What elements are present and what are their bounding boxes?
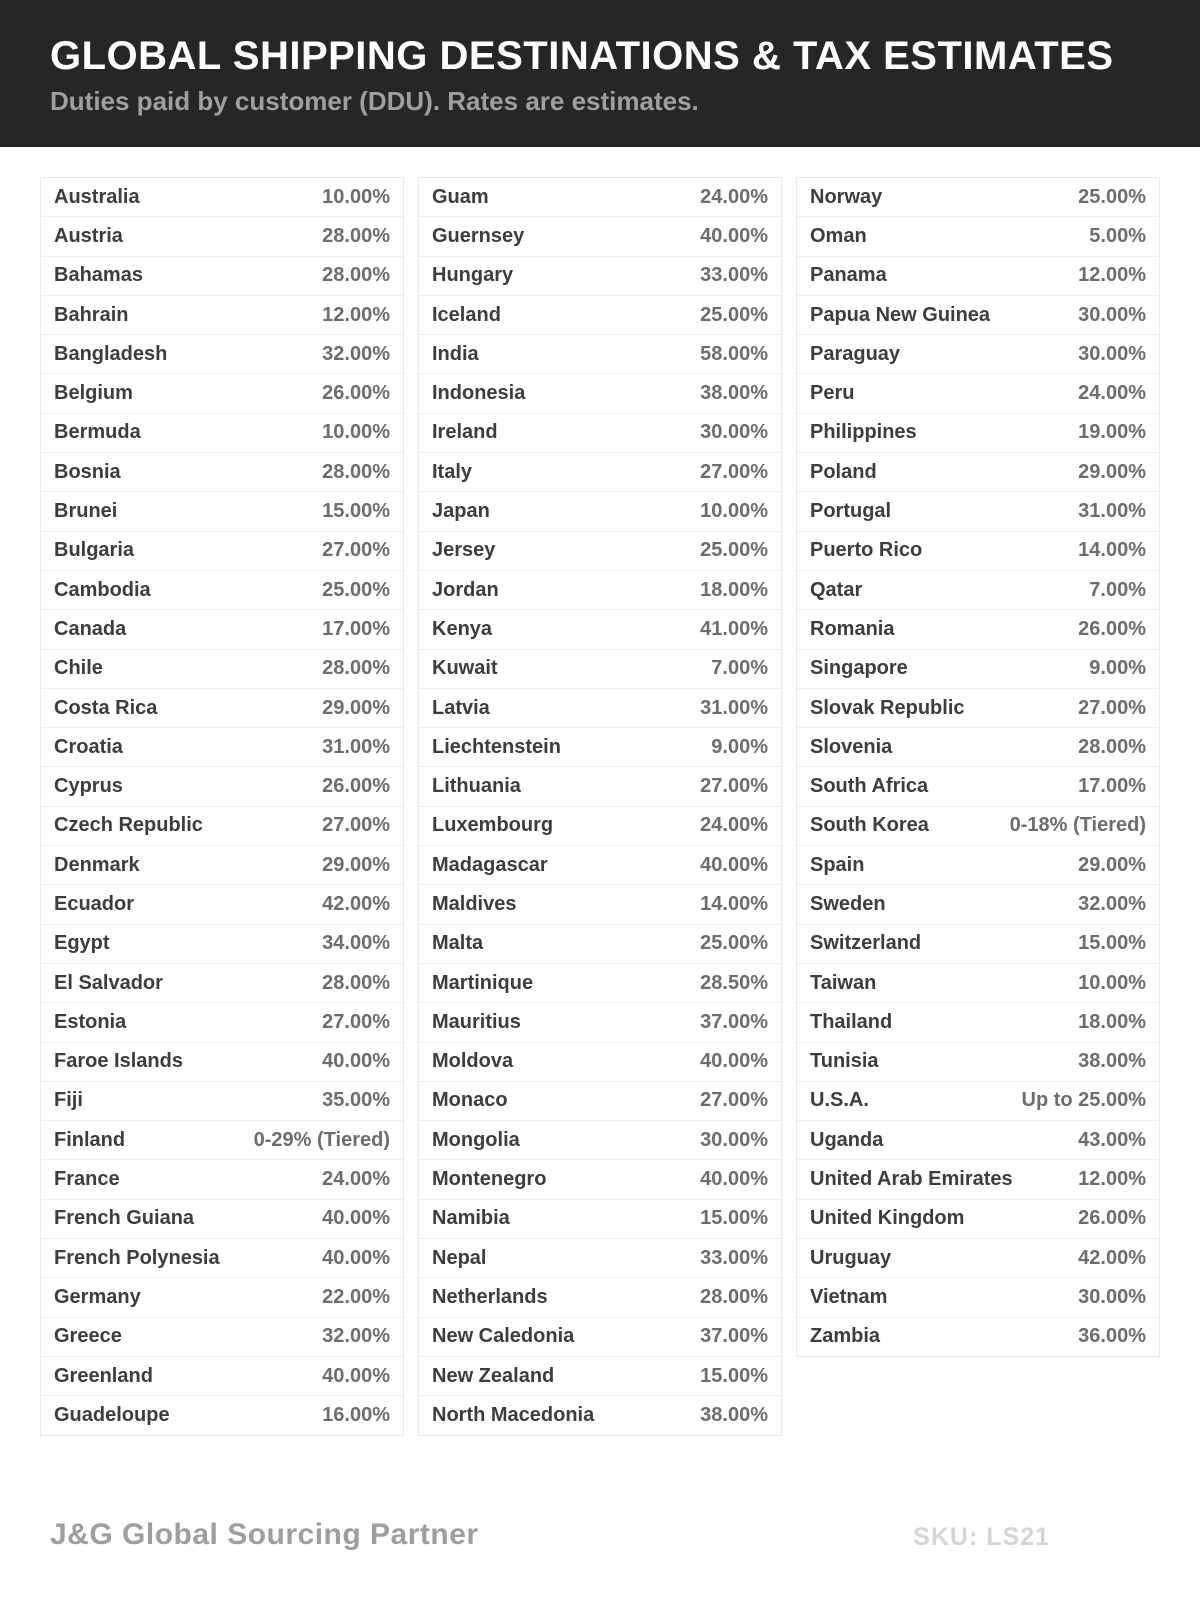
tax-rate-value: 38.00%: [1078, 1050, 1146, 1073]
country-name: Bosnia: [54, 460, 121, 483]
table-row: [797, 374, 1159, 413]
country-name: Latvia: [432, 696, 490, 719]
tax-rate-value: 40.00%: [322, 1364, 390, 1387]
table-row: [41, 296, 403, 335]
tax-rate-value: 24.00%: [1078, 382, 1146, 405]
header-banner: [0, 0, 1200, 147]
table-row: [797, 1003, 1159, 1042]
tax-rate-value: 0-29% (Tiered): [253, 1128, 390, 1151]
country-name: Taiwan: [810, 971, 877, 994]
tax-rate-value: 31.00%: [700, 696, 768, 719]
table-row: [419, 453, 781, 492]
table-row: [41, 1160, 403, 1199]
country-name: Norway: [810, 185, 883, 208]
table-row: [419, 1003, 781, 1042]
table-row: [41, 217, 403, 256]
table-row: [41, 571, 403, 610]
tax-rate-value: 14.00%: [700, 892, 768, 915]
tax-rate-value: 30.00%: [1078, 1285, 1146, 1308]
rates-column-2: [418, 177, 782, 1436]
tax-rate-value: 29.00%: [1078, 853, 1146, 876]
country-name: South Korea: [810, 814, 929, 837]
tax-rate-value: 34.00%: [322, 932, 390, 955]
tax-rate-value: 22.00%: [322, 1285, 390, 1308]
country-name: Peru: [810, 382, 855, 405]
tax-rate-value: 30.00%: [1078, 342, 1146, 365]
tax-rate-value: 10.00%: [1078, 971, 1146, 994]
country-name: Portugal: [810, 500, 892, 523]
tax-rate-value: 28.00%: [322, 224, 390, 247]
tax-rate-value: 15.00%: [322, 500, 390, 523]
tax-rate-value: 25.00%: [700, 303, 768, 326]
table-row: [419, 1160, 781, 1199]
tax-rate-value: 26.00%: [322, 382, 390, 405]
tax-rate-value: 40.00%: [322, 1050, 390, 1073]
country-name: Mauritius: [432, 1010, 521, 1033]
table-row: [41, 689, 403, 728]
tax-rate-value: 32.00%: [1078, 892, 1146, 915]
table-row: [419, 689, 781, 728]
table-row: [41, 767, 403, 806]
tax-rate-value: 27.00%: [322, 1010, 390, 1033]
table-row: [797, 571, 1159, 610]
country-name: Qatar: [810, 578, 863, 601]
table-row: [797, 610, 1159, 649]
tax-rate-value: 28.00%: [322, 264, 390, 287]
country-name: South Africa: [810, 775, 929, 798]
table-row: [797, 453, 1159, 492]
tax-rate-value: 26.00%: [1078, 1207, 1146, 1230]
country-name: Jordan: [432, 578, 499, 601]
tax-rate-value: 37.00%: [700, 1010, 768, 1033]
tax-rate-value: 27.00%: [1078, 696, 1146, 719]
tax-rate-value: 29.00%: [322, 853, 390, 876]
country-name: Tunisia: [810, 1050, 879, 1073]
table-row: [797, 532, 1159, 571]
country-name: Montenegro: [432, 1168, 547, 1191]
tax-rate-value: 28.00%: [1078, 735, 1146, 758]
table-row: [419, 296, 781, 335]
table-row: [797, 492, 1159, 531]
table-row: [41, 1200, 403, 1239]
tax-rate-value: 32.00%: [322, 1325, 390, 1348]
table-row: [419, 414, 781, 453]
country-name: Uganda: [810, 1128, 884, 1151]
country-name: Netherlands: [432, 1285, 548, 1308]
country-name: Greenland: [54, 1364, 153, 1387]
country-name: Fiji: [54, 1089, 83, 1112]
country-name: Iceland: [432, 303, 501, 326]
tax-rate-value: 18.00%: [700, 578, 768, 601]
table-row: [419, 1200, 781, 1239]
country-name: Belgium: [54, 382, 133, 405]
table-row: [797, 1043, 1159, 1082]
tax-rate-value: 41.00%: [700, 617, 768, 640]
tax-rate-value: 40.00%: [700, 1168, 768, 1191]
country-name: Guernsey: [432, 224, 525, 247]
table-row: [41, 1043, 403, 1082]
table-row: [41, 1396, 403, 1434]
country-name: Ireland: [432, 421, 498, 444]
tax-rate-value: 29.00%: [1078, 460, 1146, 483]
tax-rate-value: 10.00%: [322, 185, 390, 208]
table-row: [797, 414, 1159, 453]
table-row: [797, 217, 1159, 256]
country-name: Denmark: [54, 853, 140, 876]
country-name: Sweden: [810, 892, 886, 915]
tax-rate-value: 12.00%: [322, 303, 390, 326]
table-row: [41, 414, 403, 453]
country-name: Martinique: [432, 971, 534, 994]
country-name: Italy: [432, 460, 473, 483]
tax-rate-value: 28.50%: [700, 971, 768, 994]
tax-rate-value: 9.00%: [1089, 657, 1146, 680]
table-row: [797, 1318, 1159, 1356]
table-row: [419, 217, 781, 256]
country-name: Papua New Guinea: [810, 303, 991, 326]
country-name: Namibia: [432, 1207, 510, 1230]
country-name: Luxembourg: [432, 814, 554, 837]
country-name: French Guiana: [54, 1207, 195, 1230]
tax-rate-value: 38.00%: [700, 382, 768, 405]
table-row: [41, 453, 403, 492]
table-row: [41, 1357, 403, 1396]
country-name: Egypt: [54, 932, 110, 955]
table-row: [419, 257, 781, 296]
tax-rate-value: 0-18% (Tiered): [1009, 814, 1146, 837]
table-row: [419, 1357, 781, 1396]
table-row: [797, 1160, 1159, 1199]
country-name: Indonesia: [432, 382, 526, 405]
tax-rate-value: 9.00%: [711, 735, 768, 758]
table-row: [797, 728, 1159, 767]
table-row: [797, 1121, 1159, 1160]
country-name: Vietnam: [810, 1285, 888, 1308]
table-row: [419, 1239, 781, 1278]
country-name: Jersey: [432, 539, 496, 562]
tax-rate-value: 28.00%: [322, 657, 390, 680]
tax-rate-value: 35.00%: [322, 1089, 390, 1112]
table-row: [419, 728, 781, 767]
table-row: [419, 650, 781, 689]
tax-rate-value: 5.00%: [1089, 224, 1146, 247]
table-row: [419, 532, 781, 571]
table-row: [41, 964, 403, 1003]
tax-rate-value: 36.00%: [1078, 1325, 1146, 1348]
table-row: [797, 767, 1159, 806]
sku-label: SKU: LS21: [913, 1523, 1050, 1551]
tax-rate-value: 58.00%: [700, 342, 768, 365]
table-row: [797, 178, 1159, 217]
country-name: Faroe Islands: [54, 1050, 183, 1073]
tax-rate-value: 12.00%: [1078, 1168, 1146, 1191]
tax-rate-value: 15.00%: [700, 1364, 768, 1387]
tax-rate-value: 40.00%: [700, 1050, 768, 1073]
country-name: Australia: [54, 185, 140, 208]
country-name: Estonia: [54, 1010, 127, 1033]
table-row: [41, 650, 403, 689]
tax-rate-value: 16.00%: [322, 1403, 390, 1426]
table-row: [797, 1200, 1159, 1239]
country-name: French Polynesia: [54, 1246, 220, 1269]
table-row: [797, 885, 1159, 924]
table-row: [41, 178, 403, 217]
table-row: [419, 492, 781, 531]
country-name: Philippines: [810, 421, 917, 444]
country-name: India: [432, 342, 479, 365]
country-name: Madagascar: [432, 853, 548, 876]
country-name: Cambodia: [54, 578, 151, 601]
table-row: [41, 1318, 403, 1357]
table-row: [41, 807, 403, 846]
tax-rate-value: 27.00%: [700, 1089, 768, 1112]
country-name: Moldova: [432, 1050, 514, 1073]
country-name: Czech Republic: [54, 814, 203, 837]
country-name: Kenya: [432, 617, 493, 640]
country-name: Spain: [810, 853, 865, 876]
tax-rate-value: 24.00%: [700, 814, 768, 837]
table-row: [41, 1278, 403, 1317]
table-row: [419, 885, 781, 924]
country-name: North Macedonia: [432, 1403, 595, 1426]
table-row: [797, 1278, 1159, 1317]
tax-rate-value: 37.00%: [700, 1325, 768, 1348]
country-name: Thailand: [810, 1010, 893, 1033]
country-name: Poland: [810, 460, 877, 483]
table-row: [797, 964, 1159, 1003]
table-row: [41, 1003, 403, 1042]
tax-rates-table: [0, 147, 1200, 1436]
table-row: [41, 374, 403, 413]
country-name: Mongolia: [432, 1128, 520, 1151]
tax-rate-value: 31.00%: [1078, 500, 1146, 523]
country-name: Brunei: [54, 500, 118, 523]
country-name: Puerto Rico: [810, 539, 923, 562]
rates-column-1: [40, 177, 404, 1436]
table-row: [419, 767, 781, 806]
table-row: [797, 925, 1159, 964]
table-row: [797, 1239, 1159, 1278]
page-title: GLOBAL SHIPPING DESTINATIONS & TAX ESTIMATES: [50, 34, 1114, 78]
tax-rate-value: 26.00%: [1078, 617, 1146, 640]
tax-rate-value: 31.00%: [322, 735, 390, 758]
tax-rate-value: 25.00%: [322, 578, 390, 601]
country-name: Panama: [810, 264, 887, 287]
tax-rate-value: 7.00%: [711, 657, 768, 680]
tax-rate-value: 27.00%: [322, 814, 390, 837]
country-name: Singapore: [810, 657, 908, 680]
table-row: [797, 335, 1159, 374]
country-name: Ecuador: [54, 892, 135, 915]
country-name: New Zealand: [432, 1364, 555, 1387]
tax-rate-value: 40.00%: [322, 1246, 390, 1269]
table-row: [419, 1121, 781, 1160]
tax-rate-value: 30.00%: [700, 421, 768, 444]
table-row: [797, 689, 1159, 728]
country-name: Switzerland: [810, 932, 922, 955]
country-name: Slovenia: [810, 735, 893, 758]
country-name: Paraguay: [810, 342, 901, 365]
country-name: Croatia: [54, 735, 123, 758]
tax-rate-value: 28.00%: [322, 971, 390, 994]
country-name: Greece: [54, 1325, 122, 1348]
table-row: [419, 571, 781, 610]
table-row: [419, 178, 781, 217]
tax-rate-value: 10.00%: [322, 421, 390, 444]
tax-rate-value: 32.00%: [322, 342, 390, 365]
tax-rate-value: 30.00%: [700, 1128, 768, 1151]
country-name: New Caledonia: [432, 1325, 575, 1348]
country-name: Chile: [54, 657, 103, 680]
table-row: [41, 885, 403, 924]
country-name: Finland: [54, 1128, 126, 1151]
tax-rate-value: 19.00%: [1078, 421, 1146, 444]
tax-rate-value: 12.00%: [1078, 264, 1146, 287]
tax-rate-value: 43.00%: [1078, 1128, 1146, 1151]
table-row: [419, 925, 781, 964]
tax-rate-value: 26.00%: [322, 775, 390, 798]
country-name: Bulgaria: [54, 539, 135, 562]
tax-rate-value: 15.00%: [700, 1207, 768, 1230]
table-row: [419, 610, 781, 649]
country-name: Zambia: [810, 1325, 881, 1348]
table-row: [41, 610, 403, 649]
tax-rate-value: 25.00%: [1078, 185, 1146, 208]
tax-rate-value: 10.00%: [700, 500, 768, 523]
table-row: [419, 1082, 781, 1121]
country-name: United Kingdom: [810, 1207, 965, 1230]
country-name: Costa Rica: [54, 696, 158, 719]
tax-rate-value: 27.00%: [322, 539, 390, 562]
country-name: Malta: [432, 932, 484, 955]
country-name: Slovak Republic: [810, 696, 965, 719]
table-row: [419, 807, 781, 846]
tax-rate-value: 29.00%: [322, 696, 390, 719]
country-name: Romania: [810, 617, 895, 640]
country-name: U.S.A.: [810, 1089, 869, 1112]
table-row: [41, 257, 403, 296]
table-row: [41, 335, 403, 374]
tax-rate-value: 30.00%: [1078, 303, 1146, 326]
brand-name: J&G Global Sourcing Partner: [50, 1518, 479, 1551]
tax-rate-value: 17.00%: [322, 617, 390, 640]
tax-rate-value: 33.00%: [700, 1246, 768, 1269]
tax-rate-value: 28.00%: [322, 460, 390, 483]
table-row: [419, 1043, 781, 1082]
table-row: [419, 374, 781, 413]
table-row: [419, 335, 781, 374]
table-row: [797, 296, 1159, 335]
tax-rate-value: 40.00%: [700, 224, 768, 247]
table-row: [419, 964, 781, 1003]
country-name: Cyprus: [54, 775, 123, 798]
table-row: [41, 846, 403, 885]
country-name: Canada: [54, 617, 127, 640]
country-name: Oman: [810, 224, 867, 247]
table-row: [797, 846, 1159, 885]
country-name: Bahrain: [54, 303, 129, 326]
country-name: Hungary: [432, 264, 514, 287]
country-name: Uruguay: [810, 1246, 892, 1269]
tax-rate-value: 40.00%: [322, 1207, 390, 1230]
footer: [50, 1518, 1050, 1552]
country-name: Japan: [432, 500, 490, 523]
country-name: United Arab Emirates: [810, 1168, 1013, 1191]
country-name: Lithuania: [432, 775, 521, 798]
table-row: [797, 650, 1159, 689]
table-row: [41, 1239, 403, 1278]
tax-rate-value: 24.00%: [700, 185, 768, 208]
page-subtitle: Duties paid by customer (DDU). Rates are estimates.: [50, 86, 699, 116]
tax-rate-value: 17.00%: [1078, 775, 1146, 798]
country-name: Germany: [54, 1285, 141, 1308]
tax-rate-value: 27.00%: [700, 460, 768, 483]
country-name: Bahamas: [54, 264, 143, 287]
tax-rate-value: 25.00%: [700, 932, 768, 955]
tax-rate-value: 15.00%: [1078, 932, 1146, 955]
country-name: Nepal: [432, 1246, 487, 1269]
table-row: [41, 1082, 403, 1121]
tax-rate-value: 42.00%: [1078, 1246, 1146, 1269]
country-name: El Salvador: [54, 971, 163, 994]
table-row: [797, 257, 1159, 296]
tax-rate-value: 24.00%: [322, 1168, 390, 1191]
country-name: Guadeloupe: [54, 1403, 170, 1426]
rates-column-3: [796, 177, 1160, 1357]
table-row: [419, 1278, 781, 1317]
tax-rate-value: 27.00%: [700, 775, 768, 798]
country-name: Liechtenstein: [432, 735, 561, 758]
table-row: [797, 807, 1159, 846]
table-row: [419, 1396, 781, 1434]
country-name: Bangladesh: [54, 342, 168, 365]
tax-rate-value: 28.00%: [700, 1285, 768, 1308]
country-name: Austria: [54, 224, 123, 247]
country-name: Kuwait: [432, 657, 498, 680]
country-name: Bermuda: [54, 421, 141, 444]
table-row: [41, 1121, 403, 1160]
table-row: [797, 1082, 1159, 1121]
table-row: [41, 492, 403, 531]
country-name: Maldives: [432, 892, 517, 915]
table-row: [41, 925, 403, 964]
country-name: France: [54, 1168, 120, 1191]
table-row: [419, 1318, 781, 1357]
tax-rate-value: 38.00%: [700, 1403, 768, 1426]
tax-rate-value: 25.00%: [700, 539, 768, 562]
tax-rate-value: Up to 25.00%: [1021, 1089, 1146, 1112]
tax-rate-value: 18.00%: [1078, 1010, 1146, 1033]
tax-rate-value: 42.00%: [322, 892, 390, 915]
table-row: [41, 532, 403, 571]
tax-rate-value: 7.00%: [1089, 578, 1146, 601]
tax-rate-value: 14.00%: [1078, 539, 1146, 562]
table-row: [419, 846, 781, 885]
table-row: [41, 728, 403, 767]
tax-rate-value: 33.00%: [700, 264, 768, 287]
country-name: Guam: [432, 185, 489, 208]
tax-rate-value: 40.00%: [700, 853, 768, 876]
country-name: Monaco: [432, 1089, 508, 1112]
